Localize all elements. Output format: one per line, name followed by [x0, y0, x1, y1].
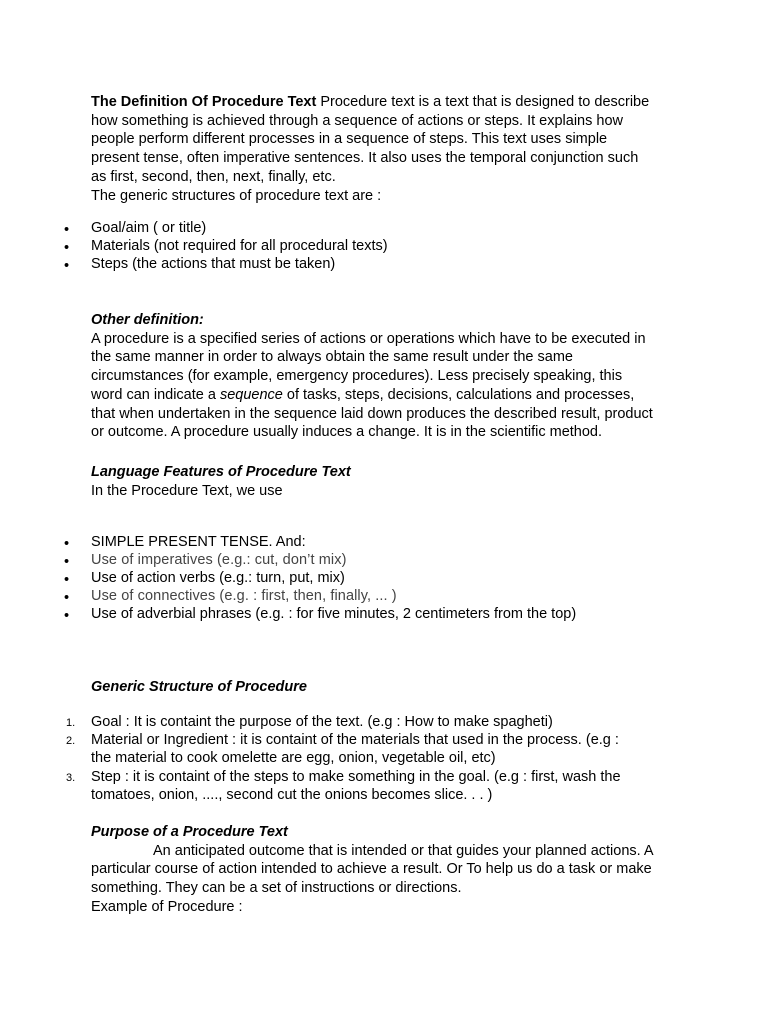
section-heading: Generic Structure of Procedure [91, 679, 307, 695]
language-features-section: Language Features of Procedure Text In the Procedure Text, we use [91, 463, 691, 500]
bullet-icon: • [64, 590, 70, 606]
section-heading: Purpose of a Procedure Text [91, 824, 288, 840]
list-item: Use of imperatives (e.g.: cut, don’t mix) [91, 552, 347, 568]
bullet-icon: • [64, 258, 70, 274]
purpose-section: Purpose of a Procedure Text An anticipated outcome that is intended or that guides your planned actions. A particular course of action intended to achieve a result. Or To help us do a task or make something. They can be a set of instructions or directions. Example of Procedure : [91, 823, 691, 917]
list-item: Use of adverbial phrases (e.g. : for five minutes, 2 centimeters from the top) [91, 606, 577, 622]
list-item: Materials (not required for all procedural texts) [91, 238, 388, 254]
list-item-continuation: the material to cook omelette are egg, onion, vegetable oil, etc) [91, 750, 496, 766]
list-number: 1. [66, 717, 76, 729]
list-number: 3. [66, 772, 76, 784]
bullet-icon: • [64, 536, 70, 552]
bullet-icon: • [64, 608, 70, 624]
list-number: 2. [66, 735, 76, 747]
list-item: Use of action verbs (e.g.: turn, put, mix) [91, 570, 345, 586]
section-heading: Other definition: [91, 312, 204, 328]
bullet-icon: • [64, 240, 70, 256]
intro-paragraph: The Definition Of Procedure Text Procedure text is a text that is designed to describe how something is achieved through a sequence of actions or steps. It explains how people perform different processes in a sequence of steps. This text uses simple present tense, often imperative sentences. It also uses the temporal conjunction such as first, second, then, next, finally, etc. The generic structures of procedure text are : [91, 94, 650, 204]
list-item: Step : it is containt of the steps to make something in the goal. (e.g : first, wash the [91, 769, 621, 785]
list-item: Use of connectives (e.g. : first, then, finally, ... ) [91, 588, 397, 604]
generic-structure-section [91, 678, 691, 697]
intro-heading: The Definition Of Procedure Text [91, 94, 317, 110]
bullet-icon: • [64, 554, 70, 570]
bullet-icon: • [64, 222, 70, 238]
list-item: Goal/aim ( or title) [91, 220, 207, 236]
list-item-continuation: tomatoes, onion, ...., second cut the onions becomes slice. . . ) [91, 787, 493, 803]
list-item: Steps (the actions that must be taken) [91, 256, 336, 272]
list-item: Material or Ingredient : it is containt of the materials that used in the process. (e.g : [91, 732, 619, 748]
list-item: Goal : It is containt the purpose of the text. (e.g : How to make spagheti) [91, 714, 553, 730]
bullet-icon: • [64, 572, 70, 588]
other-definition-section: Other definition: A procedure is a specified series of actions or operations which have to be executed in the same manner in order to always obtain the same result under the same circumstances (for example, emergency procedures). Less precisely speaking, this word can indicate a sequence of tasks, steps, decisions, calculations and processes, that when undertaken in the sequence laid down produces the described result, product or outcome. A procedure usually induces a change. It is in the scientific method. [91, 311, 691, 442]
list-item: SIMPLE PRESENT TENSE. And: [91, 534, 306, 550]
section-heading: Language Features of Procedure Text [91, 464, 351, 480]
